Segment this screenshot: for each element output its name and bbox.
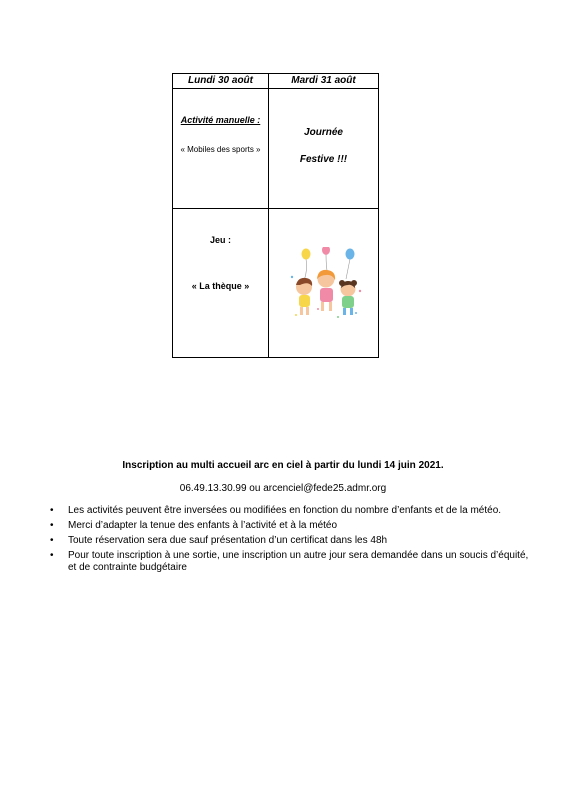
- bullet-icon: •: [50, 520, 54, 531]
- activity-cell: [173, 89, 269, 209]
- schedule-table: [172, 73, 379, 358]
- header-day-1: Lundi 30 août: [173, 74, 269, 89]
- children-party-balloons-icon: [282, 247, 366, 323]
- table-row: [173, 209, 379, 358]
- note-text: Pour toute inscription à une sortie, une inscription un autre jour sera demandée dans un soucis d’équité, et de contrainte budgétaire: [68, 550, 529, 573]
- table-row: [173, 89, 379, 209]
- list-item: [50, 505, 530, 517]
- list-item: [50, 535, 530, 547]
- game-subtitle: « La thèque »: [191, 281, 250, 291]
- note-text: Les activités peuvent être inversées ou modifiées en fonction du nombre d’enfants et de la météo.: [68, 505, 502, 516]
- festive-line-2: Festive !!!: [299, 154, 348, 165]
- activity-title: Activité manuelle :: [180, 115, 261, 125]
- bullet-icon: •: [50, 505, 54, 516]
- header-day-2: Mardi 31 août: [269, 74, 379, 89]
- festive-day-cell: [269, 89, 379, 209]
- note-text: Merci d’adapter la tenue des enfants à l’activité et à la météo: [68, 520, 338, 531]
- bullet-icon: •: [50, 535, 54, 546]
- illustration-cell: [269, 209, 379, 358]
- notes-list: [50, 505, 530, 577]
- list-item: [50, 550, 530, 574]
- game-cell: [173, 209, 269, 358]
- festive-line-1: Journée: [304, 127, 343, 138]
- bullet-icon: •: [50, 550, 54, 561]
- list-item: [50, 520, 530, 532]
- note-text: Toute réservation sera due sauf présentation d’un certificat dans les 48h: [68, 535, 388, 546]
- header-row: [173, 74, 379, 89]
- activity-subtitle: « Mobiles des sports »: [180, 145, 261, 154]
- registration-heading: Inscription au multi accueil arc en ciel à partir du lundi 14 juin 2021.: [122, 460, 444, 471]
- game-title: Jeu :: [209, 235, 231, 245]
- contact-info: 06.49.13.30.99 ou arcenciel@fede25.admr.org: [179, 483, 387, 494]
